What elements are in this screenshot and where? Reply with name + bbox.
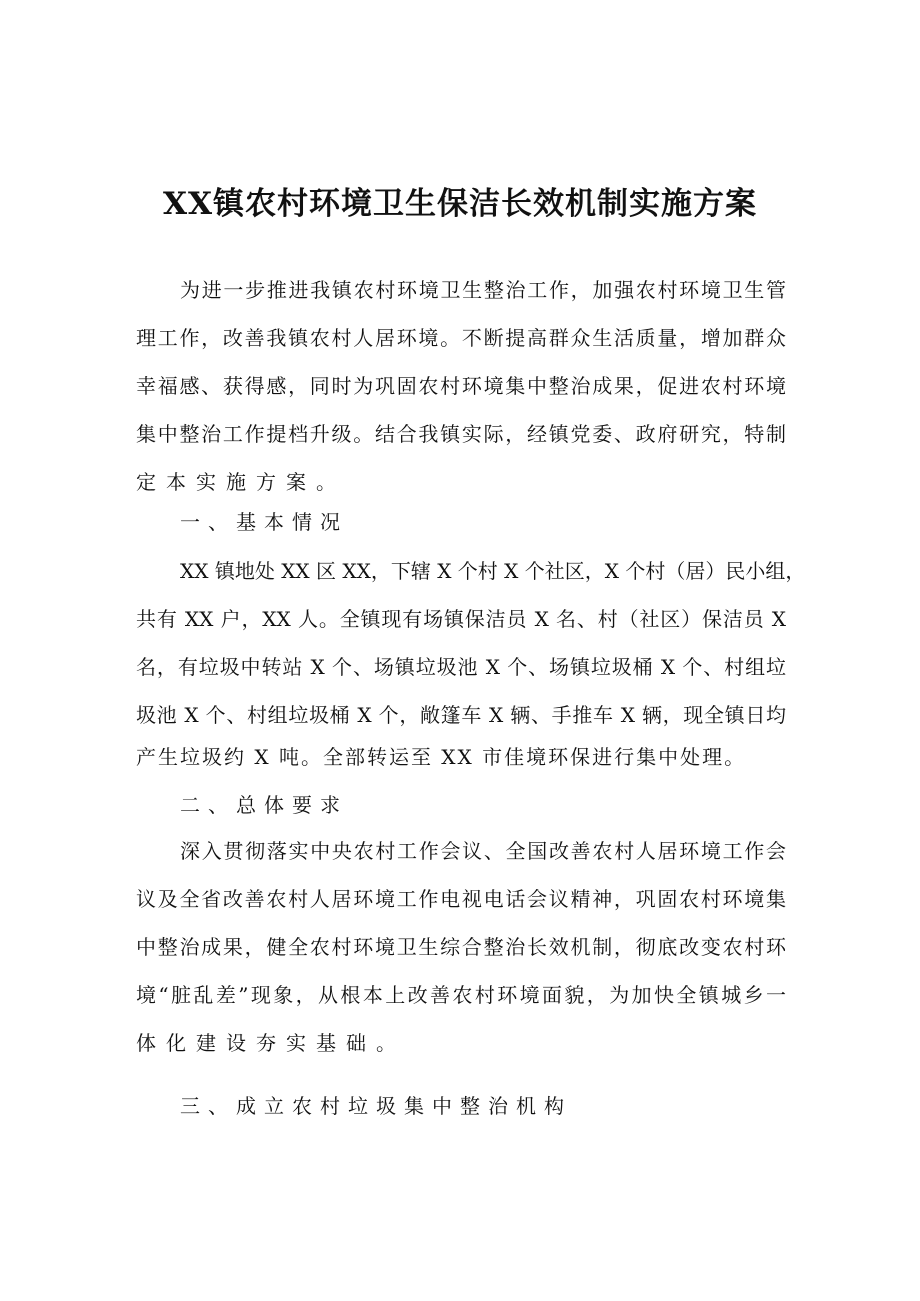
text-line: 境“脏乱差”现象，从根本上改善农村环境面貌，为加快全镇城乡一 xyxy=(136,983,786,1007)
text-line: 理工作，改善我镇农村人居环境。不断提高群众生活质量，增加群众 xyxy=(136,326,786,350)
text-line: 产生垃圾约 X 吨。全部转运至 XX 市佳境环保进行集中处理。 xyxy=(136,745,747,769)
text-line: 为进一步推进我镇农村环境卫生整治工作，加强农村环境卫生管 xyxy=(180,278,786,302)
text-line: 定本实施方案。 xyxy=(136,470,346,494)
text-line: 中整治成果，健全农村环境卫生综合整治长效机制，彻底改变农村环 xyxy=(136,935,786,959)
text-line: 体化建设夯实基础。 xyxy=(136,1031,406,1055)
text-line: 幸福感、获得感，同时为巩固农村环境集中整治成果，促进农村环境 xyxy=(136,374,786,398)
text-line: 深入贯彻落实中央农村工作会议、全国改善农村人居环境工作会 xyxy=(180,839,786,863)
text-line: XX 镇地处 XX 区 XX，下辖 X 个村 X 个社区，X 个村（居）民小组， xyxy=(180,559,806,583)
section-heading-organization: 三、成立农村垃圾集中整治机构 xyxy=(180,1094,572,1118)
document-title: XX镇农村环境卫生保洁长效机制实施方案 xyxy=(162,186,758,222)
text-line: 圾池 X 个、村组垃圾桶 X 个，敞篷车 X 辆、手推车 X 辆，现全镇日均 xyxy=(136,703,786,727)
section-heading-requirements: 二、总体要求 xyxy=(180,793,348,817)
text-line: 集中整治工作提档升级。结合我镇实际，经镇党委、政府研究，特制 xyxy=(136,422,786,446)
section-heading-basic: 一、基本情况 xyxy=(180,510,348,534)
text-line: 名，有垃圾中转站 X 个、场镇垃圾池 X 个、场镇垃圾桶 X 个、村组垃 xyxy=(136,655,786,679)
text-line: 共有 XX 户，XX 人。全镇现有场镇保洁员 X 名、村（社区）保洁员 X xyxy=(136,607,786,631)
text-line: 议及全省改善农村人居环境工作电视电话会议精神，巩固农村环境集 xyxy=(136,887,786,911)
